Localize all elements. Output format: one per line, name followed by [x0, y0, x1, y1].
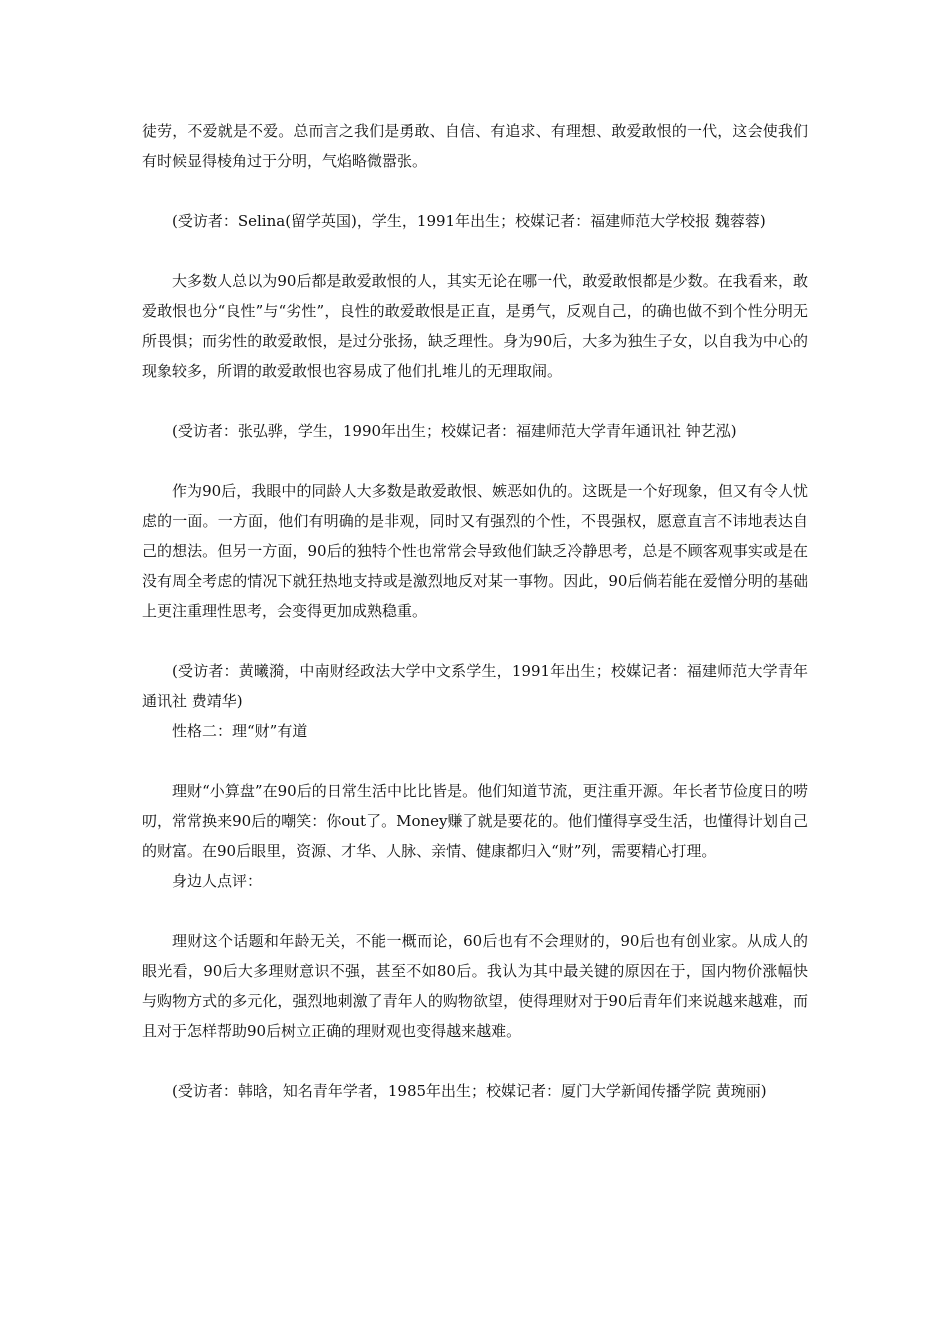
paragraph-gap [142, 176, 808, 206]
interviewee-credit: (受访者：张弘骅，学生，1990年出生；校媒记者：福建师范大学青年通讯社 钟艺泓) [172, 422, 737, 440]
paragraph-gap [142, 236, 808, 266]
paragraph-continuation: 徒劳，不爱就是不爱。总而言之我们是勇敢、自信、有追求、有理想、敢爱敢恨的一代，这会使我们有时候显得棱角过于分明，气焰略微嚣张。 [142, 122, 808, 170]
section-subheading: 身边人点评： [172, 872, 263, 890]
interviewee-credit: (受访者：Selina(留学英国)，学生，1991年出生；校媒记者：福建师范大学校报 魏蓉蓉) [172, 212, 766, 230]
paragraph-gap [142, 1046, 808, 1076]
section-heading: 性格二：理“财”有道 [172, 722, 308, 740]
paragraph-gap [142, 896, 808, 926]
document-body [142, 116, 808, 1106]
paragraph-gap [142, 446, 808, 476]
paragraph-gap [142, 746, 808, 776]
paragraph: 作为90后，我眼中的同龄人大多数是敢爱敢恨、嫉恶如仇的。这既是一个好现象，但又有令人忧虑的一面。一方面，他们有明确的是非观，同时又有强烈的个性，不畏强权，愿意直言不讳地表达自己的想法。但另一方面，90后的独特个性也常常会导致他们缺乏冷静思考，总是不顾客观事实或是在没有周全考虑的情况下就狂热地支持或是激烈地反对某一事物。因此，90后倘若能在爱憎分明的基础上更注重理性思考，会变得更加成熟稳重。 [142, 482, 808, 620]
paragraph-gap [142, 626, 808, 656]
paragraph-gap [142, 386, 808, 416]
interviewee-credit: (受访者：黄曦漪，中南财经政法大学中文系学生，1991年出生；校媒记者：福建师范大学青年通讯社 费靖华) [142, 662, 808, 710]
paragraph: 理财“小算盘”在90后的日常生活中比比皆是。他们知道节流，更注重开源。年长者节俭度日的唠叨，常常换来90后的嘲笑：你out了。Money赚了就是要花的。他们懂得享受生活，也懂得计划自己的财富。在90后眼里，资源、才华、人脉、亲情、健康都归入“财”列，需要精心打理。 [142, 782, 808, 860]
paragraph: 理财这个话题和年龄无关，不能一概而论，60后也有不会理财的，90后也有创业家。从成人的眼光看，90后大多理财意识不强，甚至不如80后。我认为其中最关键的原因在于，国内物价涨幅快与购物方式的多元化，强烈地刺激了青年人的购物欲望，使得理财对于90后青年们来说越来越难，而且对于怎样帮助90后树立正确的理财观也变得越来越难。 [142, 932, 808, 1040]
paragraph: 大多数人总以为90后都是敢爱敢恨的人，其实无论在哪一代，敢爱敢恨都是少数。在我看来，敢爱敢恨也分“良性”与“劣性”，良性的敢爱敢恨是正直，是勇气，反观自己，的确也做不到个性分明无所畏惧；而劣性的敢爱敢恨，是过分张扬，缺乏理性。身为90后，大多为独生子女，以自我为中心的现象较多，所谓的敢爱敢恨也容易成了他们扎堆儿的无理取闹。 [142, 272, 808, 380]
interviewee-credit: (受访者：韩晗，知名青年学者，1985年出生；校媒记者：厦门大学新闻传播学院 黄琬丽) [172, 1082, 767, 1100]
